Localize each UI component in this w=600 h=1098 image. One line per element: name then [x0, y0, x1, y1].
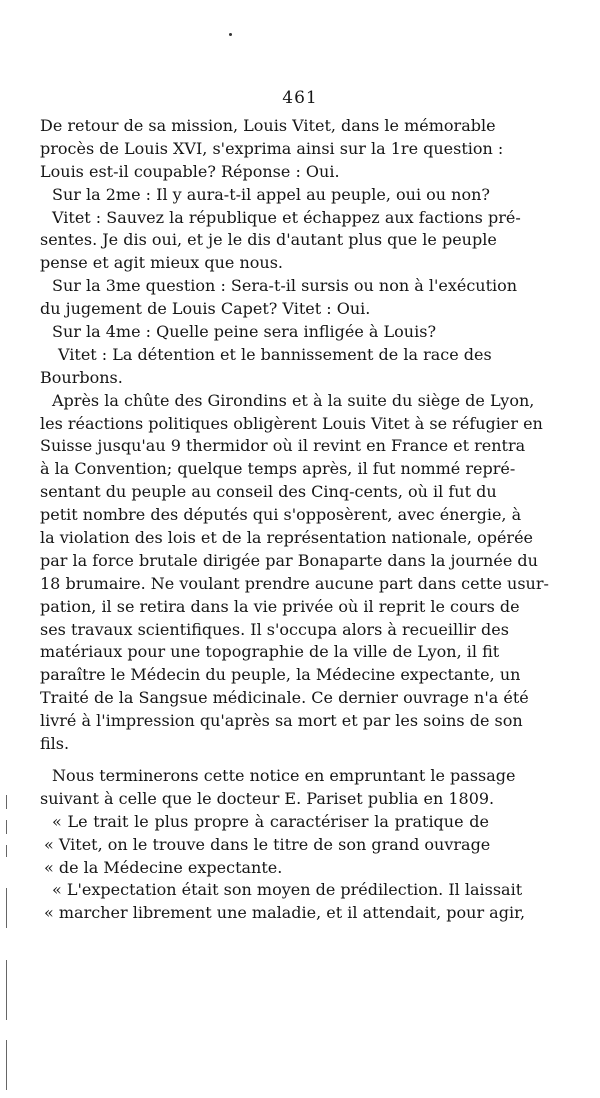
text-line: 18 brumaire. Ne voulant prendre aucune part dans cette usur- — [40, 573, 549, 593]
text-line: Vitet : La détention et le bannissement de la race des — [58, 344, 492, 364]
text-line: suivant à celle que le docteur E. Pariset publia en 1809. — [40, 788, 495, 808]
text-line: Sur la 3me question : Sera-t-il sursis ou non à l'exécution — [52, 276, 518, 296]
text-line: livré à l'impression qu'après sa mort et par les soins de son — [40, 711, 523, 731]
text-line: ses travaux scientifiques. Il s'occupa alors à recueillir des — [40, 619, 509, 639]
text-line: Sur la 2me : Il y aura-t-il appel au peuple, oui ou non? — [52, 184, 490, 204]
margin-mark — [6, 845, 7, 857]
quote-line: « de la Médecine expectante. — [44, 857, 283, 877]
text-line: les réactions politiques obligèrent Louis Vitet à se réfugier en — [40, 413, 543, 433]
text-line: Bourbons. — [40, 367, 123, 387]
text-line: procès de Louis XVI, s'exprima ainsi sur la 1re question : — [40, 138, 504, 158]
page-number: 461 — [282, 88, 318, 108]
text-line: Vitet : Sauvez la république et échappez aux factions pré- — [52, 207, 521, 227]
text-line: sentes. Je dis oui, et je le dis d'autant plus que le peuple — [40, 230, 497, 250]
text-line: à la Convention; quelque temps après, il fut nommé repré- — [40, 459, 516, 479]
text-line: Suisse jusqu'au 9 thermidor où il revint en France et rentra — [40, 436, 526, 456]
text-line: Sur la 4me : Quelle peine sera infligée à Louis? — [52, 322, 437, 342]
margin-mark — [6, 820, 7, 834]
text-line: par la force brutale dirigée par Bonaparte dans la journée du — [40, 550, 538, 570]
ink-speck — [229, 33, 232, 36]
margin-mark — [6, 1040, 7, 1090]
body-text — [40, 115, 549, 925]
quote-line: « marcher librement une maladie, et il attendait, pour agir, — [44, 903, 526, 923]
text-line: la violation des lois et de la représentation nationale, opérée — [40, 528, 534, 548]
quote-line: « Vitet, on le trouve dans le titre de son grand ouvrage — [44, 834, 491, 854]
text-line: Traité de la Sangsue médicinale. Ce dernier ouvrage n'a été — [40, 688, 529, 708]
text-line: du jugement de Louis Capet? Vitet : Oui. — [40, 299, 371, 319]
quote-line: « L'expectation était son moyen de prédilection. Il laissait — [52, 880, 523, 900]
text-line: Louis est-il coupable? Réponse : Oui. — [40, 161, 340, 181]
text-line: sentant du peuple au conseil des Cinq-cents, où il fut du — [40, 482, 497, 502]
text-line: De retour de sa mission, Louis Vitet, dans le mémorable — [40, 116, 496, 135]
text-line: petit nombre des députés qui s'opposèrent, avec énergie, à — [40, 505, 522, 525]
text-line: matériaux pour une topographie de la ville de Lyon, il fit — [40, 642, 500, 662]
margin-mark — [6, 795, 7, 809]
text-line: pense et agit mieux que nous. — [40, 253, 283, 273]
text-line: paraître le Médecin du peuple, la Médecine expectante, un — [40, 665, 521, 685]
margin-mark — [6, 888, 7, 928]
quote-line: « Le trait le plus propre à caractériser la pratique de — [52, 811, 489, 831]
text-line: Nous terminerons cette notice en empruntant le passage — [52, 765, 516, 785]
text-line: Après la chûte des Girondins et à la suite du siège de Lyon, — [52, 390, 535, 410]
text-line: pation, il se retira dans la vie privée où il reprit le cours de — [40, 596, 520, 616]
margin-mark — [6, 960, 7, 1020]
text-line: fils. — [40, 734, 70, 754]
